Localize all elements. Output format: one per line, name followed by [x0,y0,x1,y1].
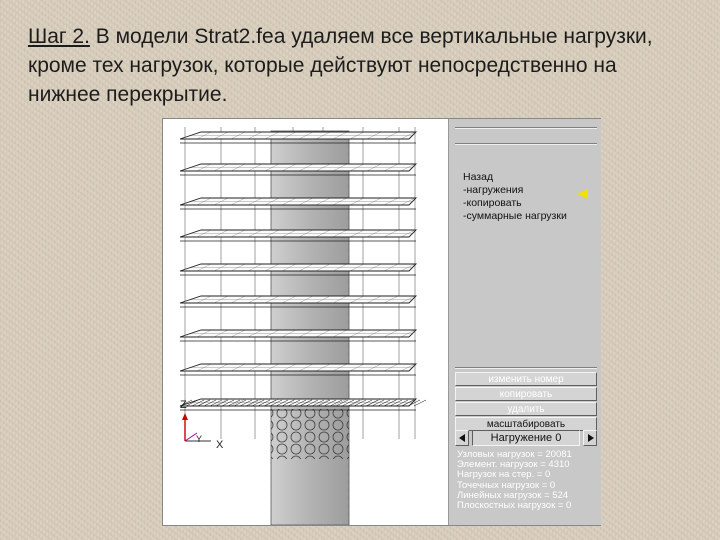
load-case-selector [455,430,597,446]
arrow-left-icon [459,434,465,442]
axis-z-label: Z [180,399,187,411]
delete-button[interactable]: удалить [455,402,597,416]
arrow-right-icon [588,434,594,442]
building-model [163,119,448,525]
slide-title [28,22,688,109]
next-load-case-button[interactable] [583,430,597,446]
slide-title-step: Шаг 2. [28,25,90,48]
axis-z-arrow [182,413,188,420]
core-shaft [271,131,349,525]
menu-item-back[interactable]: Назад [463,171,494,183]
panel-divider [455,127,597,129]
panel-divider [455,367,597,369]
menu-item-load-cases[interactable]: -нагружения [463,184,524,196]
bottom-slab-load-line [414,400,426,406]
stat-linear-loads: Линейных нагрузок = 524 [457,489,569,501]
stat-plane-loads: Плоскостных нагрузок = 0 [457,500,572,512]
command-panel [448,119,601,525]
axis-y-label: Y [196,434,203,444]
stat-element-loads: Элемент. нагрузок = 4310 [457,459,570,471]
slide-title-text: В модели Strat2.fea удаляем все вертикальные нагрузки, кроме тех нагрузок, которые действуют непосредственно на нижнее перекрытие. [28,25,653,106]
copy-button[interactable]: копировать [455,387,597,401]
menu-item-copy[interactable]: -копировать [463,197,522,209]
selection-arrow-icon [577,189,588,199]
app-window [162,118,601,526]
panel-divider [455,143,597,145]
stat-ground-loads: Нагрузок на стер. = 0 [457,469,551,481]
rename-button[interactable]: изменить номер [455,372,597,386]
model-viewport[interactable] [163,119,448,525]
axis-x-label: X [216,439,224,451]
menu-item-total-loads[interactable]: -суммарные нагрузки [463,210,567,222]
command-menu [463,171,593,223]
building-mesh [180,127,426,525]
stat-point-loads: Точечных нагрузок = 0 [457,479,556,491]
stat-nodal-loads: Узловых нагрузок = 20081 [457,449,572,460]
load-case-field[interactable]: Нагружение 0 [472,430,580,446]
prev-load-case-button[interactable] [455,430,469,446]
load-statistics [457,450,599,511]
core-base-pattern [271,409,349,459]
scale-button[interactable]: масштабировать [455,417,597,431]
